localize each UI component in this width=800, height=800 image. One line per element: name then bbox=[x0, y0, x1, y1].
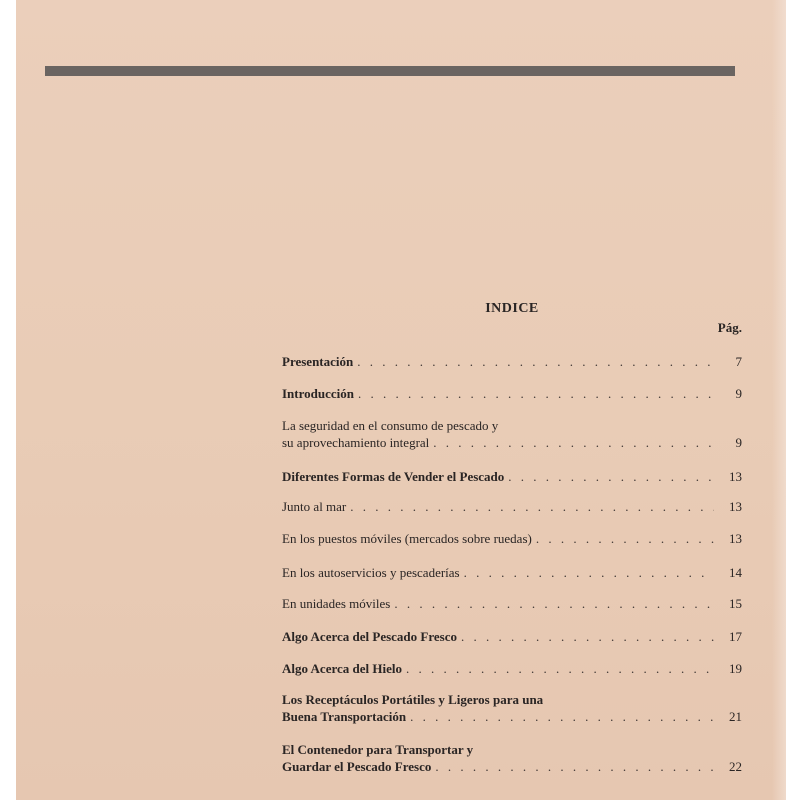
toc-entry-hielo[interactable] bbox=[282, 660, 742, 677]
leader-dots bbox=[350, 498, 714, 515]
toc-entry-page: 13 bbox=[729, 531, 742, 546]
document-page bbox=[16, 0, 786, 800]
leader-dots bbox=[357, 353, 714, 370]
toc-entry-page: 19 bbox=[729, 661, 742, 676]
leader-dots bbox=[461, 628, 714, 645]
leader-dots bbox=[406, 660, 714, 677]
page-edge-shading bbox=[772, 0, 786, 800]
toc-entry-page: 13 bbox=[729, 499, 742, 514]
toc-entry-title: Algo Acerca del Pescado Fresco bbox=[282, 629, 457, 644]
toc-entry-title: Presentación bbox=[282, 354, 354, 369]
toc-entry-title: Algo Acerca del Hielo bbox=[282, 661, 402, 676]
toc-entry-page: 15 bbox=[729, 596, 742, 611]
toc-entry-page: 9 bbox=[735, 435, 742, 450]
toc-entry-formas-vender[interactable] bbox=[282, 468, 742, 485]
toc-entry-presentacion[interactable] bbox=[282, 353, 742, 370]
toc-entry-page: 13 bbox=[729, 469, 742, 484]
toc-entry-title: En los puestos móviles (mercados sobre ruedas) bbox=[282, 531, 532, 546]
toc-entry-introduccion[interactable] bbox=[282, 385, 742, 402]
toc-entry-junto-al-mar[interactable] bbox=[282, 498, 742, 515]
toc-entry-unidades-moviles[interactable] bbox=[282, 595, 742, 612]
toc-entry-page: 9 bbox=[735, 386, 742, 401]
leader-dots bbox=[536, 530, 714, 547]
toc-entry-title: En los autoservicios y pescaderías bbox=[282, 565, 460, 580]
leader-dots bbox=[410, 708, 714, 725]
header-rule-bar bbox=[45, 66, 735, 76]
toc-entry-contenedor[interactable] bbox=[282, 741, 742, 775]
toc-entry-title-line-2: Buena Transportación bbox=[282, 709, 407, 724]
toc-entry-title-line-1: La seguridad en el consumo de pescado y bbox=[282, 418, 499, 433]
toc-entry-title: Junto al mar bbox=[282, 499, 347, 514]
toc-title: INDICE bbox=[485, 301, 539, 316]
leader-dots bbox=[464, 564, 714, 581]
leader-dots bbox=[435, 758, 714, 775]
leader-dots bbox=[394, 595, 714, 612]
toc-entry-page: 7 bbox=[735, 354, 742, 369]
toc-entry-title-line-1: El Contenedor para Transportar y bbox=[282, 742, 474, 757]
leader-dots bbox=[433, 434, 714, 451]
toc-entry-page: 17 bbox=[729, 629, 742, 644]
toc-entry-autoservicios[interactable] bbox=[282, 564, 742, 581]
toc-entry-title-line-1: Los Receptáculos Portátiles y Ligeros para una bbox=[282, 692, 544, 707]
toc-page-column-header: Pág. bbox=[717, 320, 742, 335]
toc-entry-title: Diferentes Formas de Vender el Pescado bbox=[282, 469, 505, 484]
leader-dots bbox=[508, 468, 714, 485]
toc-entry-page: 14 bbox=[729, 565, 742, 580]
toc-entry-title: En unidades móviles bbox=[282, 596, 391, 611]
toc-entry-title: Introducción bbox=[282, 386, 354, 401]
toc-entry-pescado-fresco[interactable] bbox=[282, 628, 742, 645]
toc-entry-receptaculos[interactable] bbox=[282, 691, 742, 725]
toc-entry-title-line-2: Guardar el Pescado Fresco bbox=[282, 759, 432, 774]
leader-dots bbox=[358, 385, 714, 402]
toc-entry-page: 22 bbox=[729, 759, 742, 774]
toc-entry-puestos-moviles[interactable] bbox=[282, 530, 742, 547]
toc-entry-title-line-2: su aprovechamiento integral bbox=[282, 435, 430, 450]
toc-entry-page: 21 bbox=[729, 709, 742, 724]
toc-entry-seguridad[interactable] bbox=[282, 417, 742, 451]
